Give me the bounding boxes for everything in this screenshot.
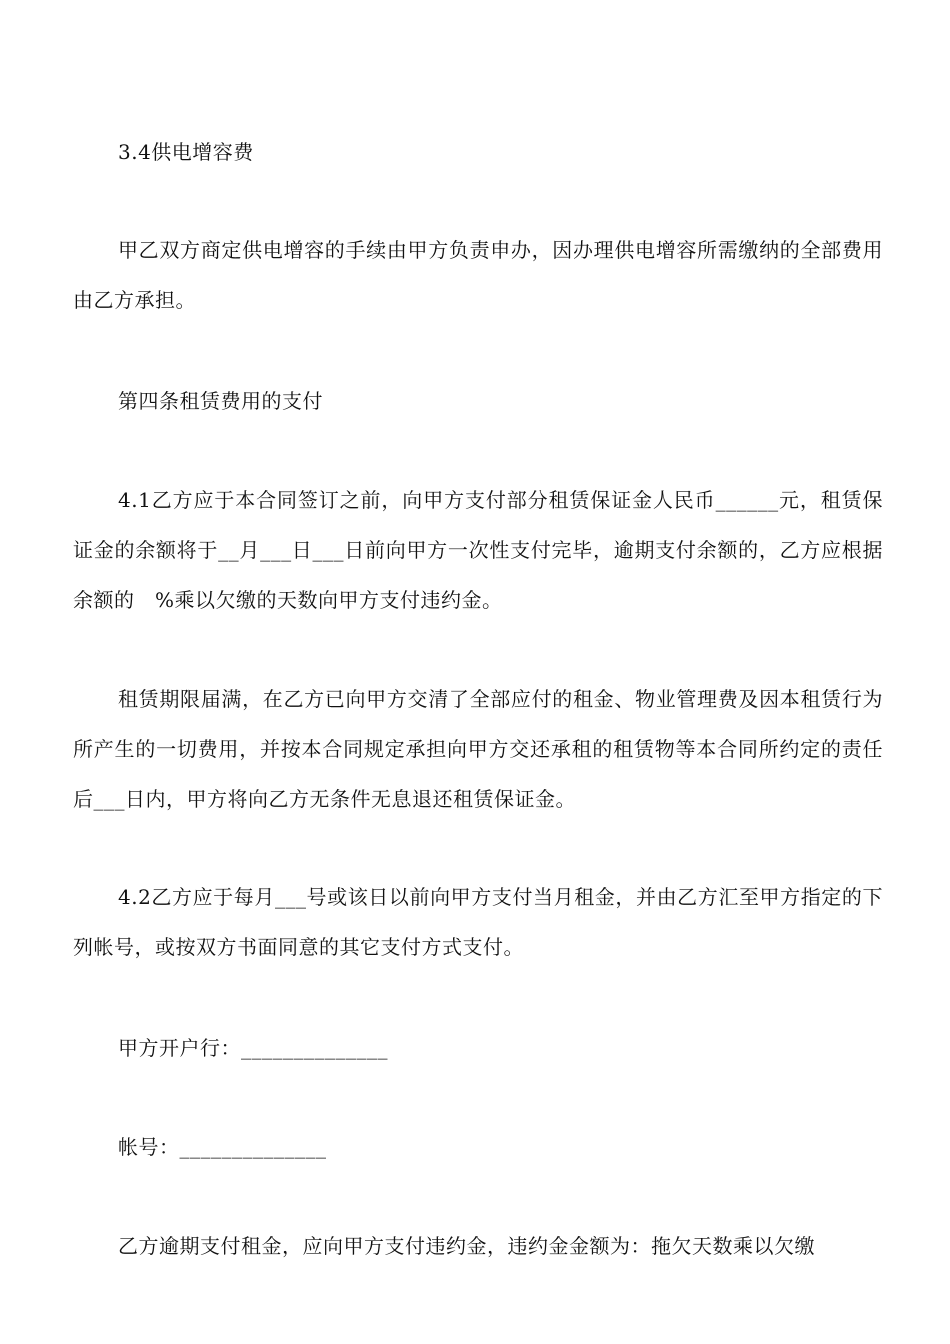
paragraph-power-capacity: 甲乙双方商定供电增容的手续由甲方负责申办，因办理供电增容所需缴纳的全部费用由乙方承担。 bbox=[73, 238, 883, 312]
paragraph-4-1-deposit: 4.1乙方应于本合同签订之前，向甲方支付部分租赁保证金人民币______元，租赁保证金的余额将于__月___日___日前向甲方一次性支付完毕，逾期支付余额的，乙方应根据余额的 %乘以欠缴的天数向甲方支付违约金。 bbox=[73, 488, 883, 612]
section-heading-3-4: 3.4供电增容费 bbox=[118, 140, 254, 164]
paragraph-late-payment: 乙方逾期支付租金，应向甲方支付违约金，违约金金额为：拖欠天数乘以欠缴 bbox=[118, 1234, 815, 1258]
article-heading-4: 第四条租赁费用的支付 bbox=[118, 389, 323, 413]
paragraph-deposit-refund: 租赁期限届满，在乙方已向甲方交清了全部应付的租金、物业管理费及因本租赁行为所产生的一切费用，并按本合同规定承担向甲方交还承租的租赁物等本合同所约定的责任后___日内，甲方将向乙方无条件无息退还租赁保证金。 bbox=[73, 687, 883, 811]
bank-field: 甲方开户行：______________ bbox=[118, 1036, 388, 1060]
paragraph-4-2-rent-payment: 4.2乙方应于每月___号或该日以前向甲方支付当月租金，并由乙方汇至甲方指定的下列帐号，或按双方书面同意的其它支付方式支付。 bbox=[73, 885, 883, 959]
account-number-field: 帐号：______________ bbox=[118, 1135, 327, 1159]
